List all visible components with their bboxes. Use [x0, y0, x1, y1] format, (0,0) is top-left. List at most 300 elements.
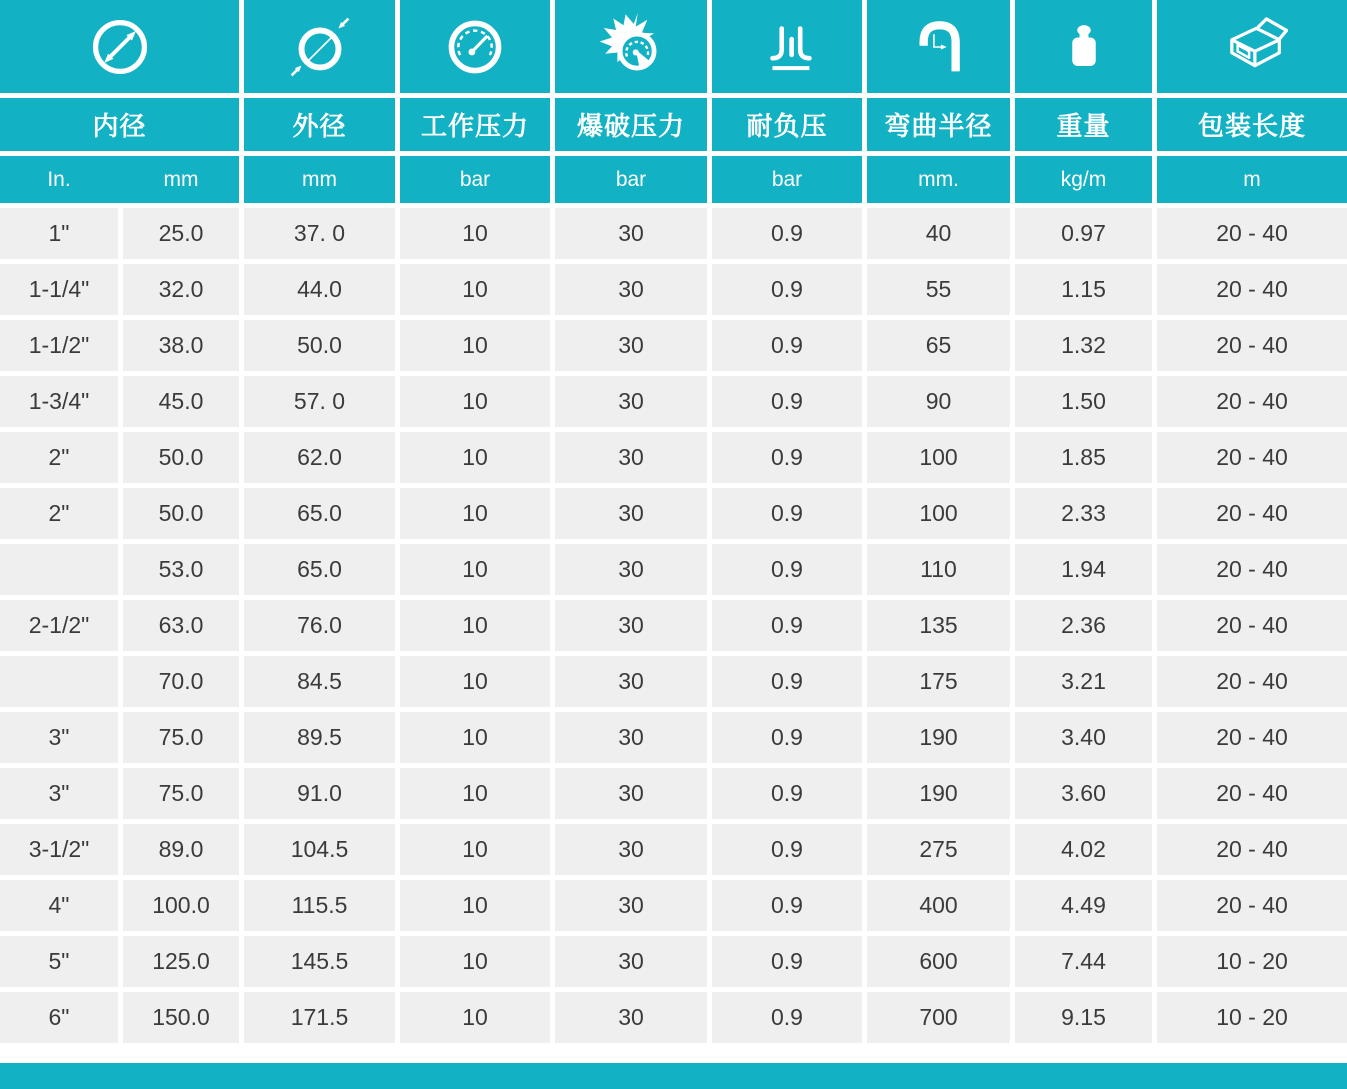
table-cell-r7-c4	[400, 544, 550, 595]
table-cell-r8-c9	[1157, 600, 1347, 651]
cell-value: 600	[919, 948, 958, 974]
unit-label: m	[1243, 167, 1261, 191]
cell-value: 1.85	[1061, 444, 1106, 470]
column-header-label: 内径	[92, 111, 147, 141]
cell-value: 89.0	[158, 836, 204, 862]
column-header-weight	[1015, 98, 1152, 151]
table-cell-r8-c1	[0, 600, 118, 651]
cell-value: 135	[919, 612, 958, 638]
table-cell-r15-c1	[0, 992, 118, 1043]
table-cell-r5-c6	[712, 432, 862, 483]
cell-value: 75.0	[158, 724, 204, 750]
table-cell-r15-c8	[1015, 992, 1152, 1043]
table-cell-r2-c8	[1015, 264, 1152, 315]
cell-value: 10	[462, 332, 488, 358]
cell-value: 190	[919, 724, 958, 750]
cell-value: 89.5	[297, 724, 342, 750]
cell-value: 20 - 40	[1216, 332, 1288, 358]
cell-value: 30	[618, 444, 644, 470]
cell-value: 30	[618, 332, 644, 358]
cell-value: 20 - 40	[1216, 388, 1288, 414]
cell-value: 44.0	[297, 276, 342, 302]
table-cell-r12-c2	[123, 824, 239, 875]
table-cell-r15-c5	[555, 992, 707, 1043]
table-cell-r8-c6	[712, 600, 862, 651]
table-cell-r7-c5	[555, 544, 707, 595]
table-cell-r4-c5	[555, 376, 707, 427]
column-unit-cell-bend-radius	[867, 156, 1010, 203]
table-cell-r2-c9	[1157, 264, 1347, 315]
cell-value: 400	[919, 892, 958, 918]
cell-value: 30	[618, 948, 644, 974]
cell-value: 50.0	[158, 444, 204, 470]
cell-value: 275	[919, 836, 958, 862]
table-cell-r1-c7	[867, 208, 1010, 259]
cell-value: 63.0	[158, 612, 204, 638]
table-cell-r4-c2	[123, 376, 239, 427]
cell-value: 10	[462, 892, 488, 918]
table-cell-r3-c8	[1015, 320, 1152, 371]
cell-value: 0.97	[1061, 220, 1106, 246]
table-cell-r4-c8	[1015, 376, 1152, 427]
cell-value: 0.9	[771, 780, 803, 806]
cell-value: 0.9	[771, 500, 803, 526]
column-header-inner-diameter	[0, 98, 239, 151]
table-cell-r12-c1	[0, 824, 118, 875]
table-cell-r8-c8	[1015, 600, 1152, 651]
unit-label: mm.	[918, 167, 959, 191]
cell-value: 10 - 20	[1216, 1004, 1288, 1030]
column-unit-cell-burst-pressure	[555, 156, 707, 203]
table-cell-r6-c5	[555, 488, 707, 539]
cell-value: 30	[618, 836, 644, 862]
cell-value: 10	[462, 836, 488, 862]
column-header-label: 工作压力	[420, 111, 529, 141]
table-cell-r1-c4	[400, 208, 550, 259]
table-cell-r6-c4	[400, 488, 550, 539]
table-cell-r13-c4	[400, 880, 550, 931]
cell-value: 55	[925, 276, 952, 302]
table-cell-r11-c9	[1157, 768, 1347, 819]
column-unit-cell-inner-diameter	[0, 156, 239, 203]
column-icon-cell-outer-diameter	[244, 0, 395, 93]
column-unit-cell-working-pressure	[400, 156, 550, 203]
cell-value: 84.5	[297, 668, 342, 694]
table-cell-r13-c2	[123, 880, 239, 931]
cell-value: 0.9	[771, 276, 803, 302]
table-cell-r4-c3	[244, 376, 395, 427]
table-cell-r1-c6	[712, 208, 862, 259]
cell-value: 10	[462, 220, 488, 246]
cell-value: 30	[618, 892, 644, 918]
unit-label: bar	[771, 167, 803, 191]
unit-label: mm	[302, 167, 337, 191]
cell-value: 30	[618, 556, 644, 582]
cell-value: 10	[462, 500, 488, 526]
cell-value: 110	[920, 556, 957, 582]
table-cell-r12-c7	[867, 824, 1010, 875]
table-cell-r12-c4	[400, 824, 550, 875]
cell-value: 4.02	[1061, 836, 1106, 862]
table-cell-r2-c1	[0, 264, 118, 315]
cell-value: 62.0	[297, 444, 342, 470]
table-cell-r10-c6	[712, 712, 862, 763]
table-cell-r7-c6	[712, 544, 862, 595]
cell-value: 3.40	[1061, 724, 1106, 750]
cell-value: 30	[618, 612, 644, 638]
table-cell-r1-c9	[1157, 208, 1347, 259]
column-header-label: 爆破压力	[576, 111, 685, 141]
package-length-icon	[1216, 11, 1288, 83]
table-cell-r12-c5	[555, 824, 707, 875]
bend-radius-icon	[907, 15, 971, 79]
cell-value: 76.0	[297, 612, 342, 638]
cell-value: 1.15	[1061, 276, 1106, 302]
column-header-working-pressure	[400, 98, 550, 151]
cell-value: 0.9	[771, 556, 803, 582]
table-cell-r4-c9	[1157, 376, 1347, 427]
cell-value: 20 - 40	[1216, 724, 1288, 750]
table-cell-r14-c9	[1157, 936, 1347, 987]
cell-value: 53.0	[158, 556, 204, 582]
cell-value: 65.0	[297, 556, 342, 582]
outer-diameter-icon	[287, 14, 353, 80]
table-cell-r7-c2	[123, 544, 239, 595]
cell-value: 25.0	[158, 220, 204, 246]
cell-value: 0.9	[771, 948, 803, 974]
table-cell-r5-c9	[1157, 432, 1347, 483]
cell-value: 100	[919, 444, 958, 470]
table-cell-r14-c2	[123, 936, 239, 987]
cell-value: 30	[618, 220, 644, 246]
cell-value: 75.0	[158, 780, 204, 806]
cell-value: 5"	[48, 948, 70, 974]
cell-value: 1-1/2"	[28, 332, 90, 358]
burst-pressure-icon	[597, 13, 665, 81]
cell-value: 38.0	[158, 332, 204, 358]
cell-value: 10	[462, 668, 488, 694]
column-icon-cell-inner-diameter	[0, 0, 239, 93]
cell-value: 0.9	[771, 612, 803, 638]
table-cell-r1-c8	[1015, 208, 1152, 259]
table-cell-r9-c8	[1015, 656, 1152, 707]
table-cell-r6-c6	[712, 488, 862, 539]
cell-value: 37. 0	[293, 220, 346, 246]
column-header-outer-diameter	[244, 98, 395, 151]
table-cell-r11-c7	[867, 768, 1010, 819]
cell-value: 65	[925, 332, 952, 358]
column-header-label: 外径	[292, 111, 347, 141]
table-cell-r15-c7	[867, 992, 1010, 1043]
cell-value: 1"	[48, 220, 70, 246]
cell-value: 3.21	[1061, 668, 1106, 694]
table-cell-r15-c9	[1157, 992, 1347, 1043]
cell-value: 20 - 40	[1216, 668, 1288, 694]
column-header-label: 弯曲半径	[884, 111, 993, 141]
table-cell-r3-c4	[400, 320, 550, 371]
table-cell-r6-c8	[1015, 488, 1152, 539]
cell-value: 7.44	[1061, 948, 1106, 974]
table-cell-r2-c4	[400, 264, 550, 315]
table-cell-r5-c1	[0, 432, 118, 483]
bottom-accent-bar	[0, 1063, 1347, 1089]
cell-value: 20 - 40	[1216, 556, 1288, 582]
table-cell-r5-c7	[867, 432, 1010, 483]
cell-value: 30	[618, 724, 644, 750]
cell-value: 30	[618, 780, 644, 806]
cell-value: 2"	[48, 500, 70, 526]
table-cell-r8-c4	[400, 600, 550, 651]
cell-value: 50.0	[297, 332, 342, 358]
table-cell-r2-c3	[244, 264, 395, 315]
cell-value: 30	[618, 388, 644, 414]
table-cell-r3-c5	[555, 320, 707, 371]
table-cell-r11-c1	[0, 768, 118, 819]
table-cell-r8-c3	[244, 600, 395, 651]
cell-value: 10	[462, 388, 488, 414]
cell-value: 9.15	[1061, 1004, 1106, 1030]
cell-value: 91.0	[297, 780, 342, 806]
table-cell-r3-c1	[0, 320, 118, 371]
table-cell-r9-c2	[123, 656, 239, 707]
column-header-burst-pressure	[555, 98, 707, 151]
column-icon-cell-working-pressure	[400, 0, 550, 93]
table-cell-r3-c3	[244, 320, 395, 371]
table-cell-r5-c3	[244, 432, 395, 483]
table-cell-r1-c5	[555, 208, 707, 259]
cell-value: 20 - 40	[1216, 444, 1288, 470]
cell-value: 2-1/2"	[28, 612, 90, 638]
vacuum-resistance-icon	[754, 14, 820, 80]
unit-label: bar	[459, 167, 491, 191]
cell-value: 115.5	[291, 892, 348, 918]
cell-value: 0.9	[771, 836, 803, 862]
table-cell-r10-c5	[555, 712, 707, 763]
cell-value: 0.9	[771, 388, 803, 414]
cell-value: 1-3/4"	[28, 388, 90, 414]
inner-diameter-icon	[87, 14, 153, 80]
cell-value: 50.0	[158, 500, 204, 526]
table-cell-r14-c6	[712, 936, 862, 987]
unit-label: bar	[615, 167, 647, 191]
table-cell-r13-c1	[0, 880, 118, 931]
cell-value: 20 - 40	[1216, 892, 1288, 918]
cell-value: 10	[462, 556, 488, 582]
table-cell-r10-c2	[123, 712, 239, 763]
table-cell-r12-c3	[244, 824, 395, 875]
table-cell-r8-c2	[123, 600, 239, 651]
table-cell-r10-c7	[867, 712, 1010, 763]
table-cell-r4-c7	[867, 376, 1010, 427]
cell-value: 6"	[48, 1004, 70, 1030]
table-cell-r4-c6	[712, 376, 862, 427]
table-cell-r3-c9	[1157, 320, 1347, 371]
cell-value: 30	[618, 276, 644, 302]
cell-value: 20 - 40	[1216, 780, 1288, 806]
column-header-label: 耐负压	[746, 111, 828, 141]
table-cell-r8-c5	[555, 600, 707, 651]
cell-value: 0.9	[771, 444, 803, 470]
table-cell-r5-c4	[400, 432, 550, 483]
table-cell-r7-c7	[867, 544, 1010, 595]
cell-value: 30	[618, 1004, 644, 1030]
table-cell-r3-c2	[123, 320, 239, 371]
table-cell-r6-c1	[0, 488, 118, 539]
cell-value: 20 - 40	[1216, 836, 1288, 862]
cell-value: 0.9	[771, 1004, 803, 1030]
cell-value: 20 - 40	[1216, 500, 1288, 526]
column-unit-cell-outer-diameter	[244, 156, 395, 203]
table-cell-r13-c8	[1015, 880, 1152, 931]
cell-value: 20 - 40	[1216, 220, 1288, 246]
cell-value: 104.5	[290, 836, 349, 862]
cell-value: 30	[618, 500, 644, 526]
cell-value: 70.0	[158, 668, 204, 694]
cell-value: 45.0	[158, 388, 204, 414]
table-cell-r2-c2	[123, 264, 239, 315]
table-cell-r12-c8	[1015, 824, 1152, 875]
table-cell-r9-c1	[0, 656, 118, 707]
unit-label: mm	[163, 167, 199, 191]
table-cell-r15-c2	[123, 992, 239, 1043]
column-icon-cell-burst-pressure	[555, 0, 707, 93]
table-cell-r14-c4	[400, 936, 550, 987]
cell-value: 20 - 40	[1216, 276, 1288, 302]
table-cell-r12-c9	[1157, 824, 1347, 875]
cell-value: 2"	[48, 444, 70, 470]
table-cell-r11-c8	[1015, 768, 1152, 819]
column-header-label: 重量	[1056, 111, 1111, 141]
cell-value: 150.0	[152, 1004, 210, 1030]
table-cell-r1-c1	[0, 208, 118, 259]
table-cell-r2-c6	[712, 264, 862, 315]
table-cell-r9-c7	[867, 656, 1010, 707]
cell-value: 10	[462, 724, 488, 750]
table-cell-r1-c2	[123, 208, 239, 259]
column-header-package-length	[1157, 98, 1347, 151]
cell-value: 10	[462, 1004, 488, 1030]
cell-value: 90	[925, 388, 952, 414]
table-cell-r9-c4	[400, 656, 550, 707]
table-cell-r3-c7	[867, 320, 1010, 371]
table-cell-r11-c2	[123, 768, 239, 819]
cell-value: 100.0	[152, 892, 210, 918]
table-cell-r13-c6	[712, 880, 862, 931]
unit-label: kg/m	[1060, 167, 1107, 191]
table-cell-r13-c9	[1157, 880, 1347, 931]
table-cell-r8-c7	[867, 600, 1010, 651]
cell-value: 65.0	[297, 500, 342, 526]
cell-value: 0.9	[771, 332, 803, 358]
cell-value: 1.94	[1061, 556, 1106, 582]
column-icon-cell-vacuum-resistance	[712, 0, 862, 93]
table-cell-r10-c8	[1015, 712, 1152, 763]
table-cell-r14-c7	[867, 936, 1010, 987]
cell-value: 4"	[48, 892, 70, 918]
cell-value: 3"	[48, 780, 70, 806]
cell-value: 4.49	[1061, 892, 1106, 918]
working-pressure-gauge-icon	[444, 16, 506, 78]
cell-value: 171.5	[290, 1004, 349, 1030]
table-cell-r6-c9	[1157, 488, 1347, 539]
table-cell-r6-c3	[244, 488, 395, 539]
table-cell-r6-c2	[123, 488, 239, 539]
cell-value: 0.9	[771, 668, 803, 694]
cell-value: 10 - 20	[1216, 948, 1288, 974]
table-cell-r10-c4	[400, 712, 550, 763]
cell-value: 0.9	[771, 724, 803, 750]
cell-value: 2.36	[1061, 612, 1106, 638]
cell-value: 1.32	[1061, 332, 1106, 358]
cell-value: 190	[919, 780, 958, 806]
table-cell-r4-c4	[400, 376, 550, 427]
table-cell-r9-c5	[555, 656, 707, 707]
table-cell-r9-c3	[244, 656, 395, 707]
table-cell-r6-c7	[867, 488, 1010, 539]
table-cell-r13-c5	[555, 880, 707, 931]
table-cell-r11-c5	[555, 768, 707, 819]
table-cell-r13-c3	[244, 880, 395, 931]
table-cell-r9-c9	[1157, 656, 1347, 707]
column-header-vacuum-resistance	[712, 98, 862, 151]
cell-value: 10	[462, 444, 488, 470]
table-cell-r2-c7	[867, 264, 1010, 315]
table-cell-r5-c2	[123, 432, 239, 483]
table-cell-r15-c3	[244, 992, 395, 1043]
cell-value: 10	[462, 948, 488, 974]
cell-value: 145.5	[290, 948, 349, 974]
table-cell-r15-c4	[400, 992, 550, 1043]
column-unit-cell-package-length	[1157, 156, 1347, 203]
table-cell-r3-c6	[712, 320, 862, 371]
table-cell-r10-c9	[1157, 712, 1347, 763]
cell-value: 10	[462, 612, 488, 638]
table-cell-r14-c8	[1015, 936, 1152, 987]
cell-value: 20 - 40	[1216, 612, 1288, 638]
table-cell-r5-c5	[555, 432, 707, 483]
cell-value: 40	[925, 220, 952, 246]
unit-label: In.	[47, 167, 71, 191]
cell-value: 1.50	[1061, 388, 1106, 414]
cell-value: 3-1/2"	[28, 836, 90, 862]
cell-value: 0.9	[771, 220, 803, 246]
column-unit-cell-vacuum-resistance	[712, 156, 862, 203]
cell-value: 125.0	[152, 948, 210, 974]
column-icon-cell-weight	[1015, 0, 1152, 93]
column-icon-cell-package-length	[1157, 0, 1347, 93]
cell-value: 10	[462, 780, 488, 806]
column-header-bend-radius	[867, 98, 1010, 151]
table-cell-r11-c6	[712, 768, 862, 819]
column-header-label: 包装长度	[1197, 111, 1306, 141]
cell-value: 100	[919, 500, 958, 526]
table-cell-r7-c9	[1157, 544, 1347, 595]
table-cell-r13-c7	[867, 880, 1010, 931]
column-icon-cell-bend-radius	[867, 0, 1010, 93]
table-cell-r1-c3	[244, 208, 395, 259]
cell-value: 0.9	[771, 892, 803, 918]
cell-value: 3.60	[1061, 780, 1106, 806]
table-cell-r10-c3	[244, 712, 395, 763]
table-cell-r10-c1	[0, 712, 118, 763]
cell-value: 10	[462, 276, 488, 302]
table-cell-r5-c8	[1015, 432, 1152, 483]
cell-value: 32.0	[158, 276, 204, 302]
weight-icon	[1056, 19, 1112, 75]
table-cell-r15-c6	[712, 992, 862, 1043]
cell-value: 1-1/4"	[28, 276, 90, 302]
table-cell-r14-c1	[0, 936, 118, 987]
